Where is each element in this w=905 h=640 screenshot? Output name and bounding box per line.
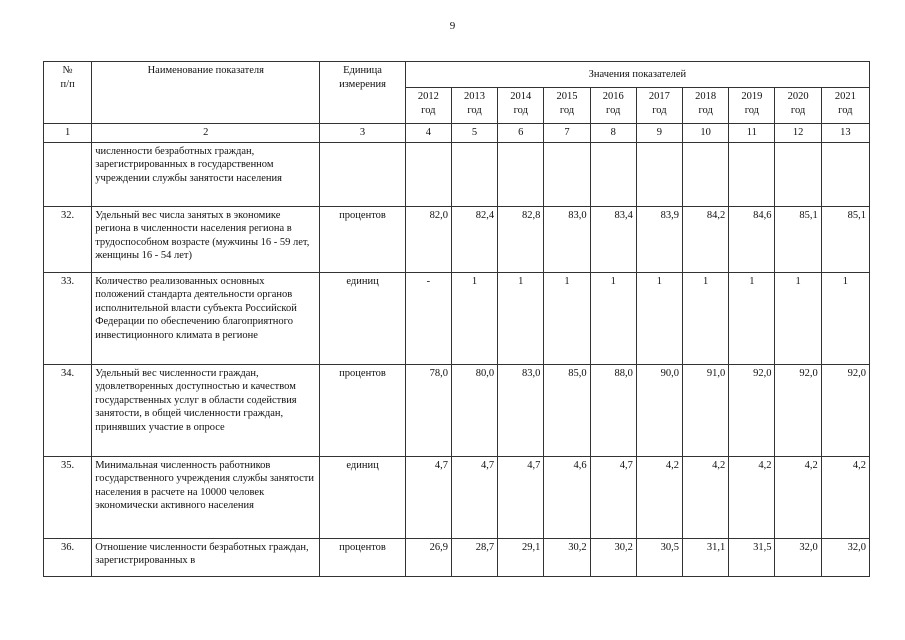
indicator-value: 30,2 xyxy=(590,538,636,576)
table-row xyxy=(44,272,870,364)
indicator-value: 83,4 xyxy=(590,206,636,272)
header-number: № п/п xyxy=(44,62,92,124)
column-number: 12 xyxy=(775,124,821,143)
indicator-name: Удельный вес численности граждан, удовлетворенных доступностью и качеством государственных услуг в области содействия занятости, в общей численности граждан, принявших участие в опросе xyxy=(92,364,320,456)
indicator-value: 4,2 xyxy=(683,456,729,538)
indicator-value: 4,7 xyxy=(590,456,636,538)
indicator-value: 82,0 xyxy=(405,206,451,272)
indicator-value: 92,0 xyxy=(729,364,775,456)
year-unit-label: год xyxy=(838,104,853,116)
row-number: 35. xyxy=(44,456,92,538)
indicator-value: 28,7 xyxy=(451,538,497,576)
header-unit: Единица измерения xyxy=(320,62,405,124)
column-number: 5 xyxy=(451,124,497,143)
column-number: 10 xyxy=(683,124,729,143)
year-label: 2021 xyxy=(834,91,856,102)
indicator-value xyxy=(729,142,775,206)
indicator-value: 90,0 xyxy=(636,364,682,456)
indicator-value: 1 xyxy=(451,272,497,364)
indicator-value xyxy=(636,142,682,206)
indicators-table xyxy=(43,61,870,577)
indicator-value: 88,0 xyxy=(590,364,636,456)
indicator-value: 4,2 xyxy=(729,456,775,538)
row-number xyxy=(44,142,92,206)
indicator-value: 78,0 xyxy=(405,364,451,456)
year-unit-label: год xyxy=(559,104,575,116)
header-year xyxy=(683,88,729,124)
year-label: 2012 xyxy=(417,91,439,102)
indicator-value: 1 xyxy=(775,272,821,364)
column-number: 11 xyxy=(729,124,775,143)
header-values: Значения показателей xyxy=(405,62,869,88)
column-number: 6 xyxy=(498,124,544,143)
year-label: 2015 xyxy=(556,91,578,102)
indicator-value: 85,1 xyxy=(775,206,821,272)
indicator-value: 1 xyxy=(544,272,590,364)
column-number: 13 xyxy=(821,124,869,143)
indicator-name: Минимальная численность работников государственного учреждения службы занятости населения в расчете на 10000 человек экономически активного населения xyxy=(92,456,320,538)
indicator-value: 4,2 xyxy=(775,456,821,538)
indicator-value: 31,1 xyxy=(683,538,729,576)
year-unit-label: год xyxy=(652,104,667,116)
indicator-value: 26,9 xyxy=(405,538,451,576)
table-row xyxy=(44,364,870,456)
indicator-unit: единиц xyxy=(320,272,405,364)
indicator-value xyxy=(683,142,729,206)
year-label: 2019 xyxy=(741,91,763,102)
indicator-value xyxy=(590,142,636,206)
table-row xyxy=(44,456,870,538)
table-row xyxy=(44,206,870,272)
year-unit-label: год xyxy=(606,104,621,116)
year-label: 2014 xyxy=(510,91,532,102)
table-row xyxy=(44,538,870,576)
indicator-value xyxy=(544,142,590,206)
year-unit-label: год xyxy=(698,104,713,116)
header-indicator-name: Наименование показателя xyxy=(92,62,320,124)
indicator-value: 4,2 xyxy=(636,456,682,538)
indicator-value: 4,6 xyxy=(544,456,590,538)
indicator-name: численности безработных граждан, зарегистрированных в государственном учреждении службы занятости населения xyxy=(92,142,320,206)
year-label: 2018 xyxy=(695,91,717,102)
indicator-value: 4,7 xyxy=(451,456,497,538)
year-label: 2017 xyxy=(648,91,670,102)
header-year xyxy=(451,88,497,124)
header-year xyxy=(590,88,636,124)
indicator-name: Количество реализованных основных положений стандарта деятельности органов исполнительной власти субъекта Российской Федерации по обеспечению благоприятного инвестиционного климата в регионе xyxy=(92,272,320,364)
indicator-unit: единиц xyxy=(320,456,405,538)
row-number: 32. xyxy=(44,206,92,272)
header-year xyxy=(544,88,590,124)
table-row xyxy=(44,142,870,206)
indicator-value: 84,6 xyxy=(729,206,775,272)
indicator-value: 1 xyxy=(729,272,775,364)
header-year xyxy=(729,88,775,124)
indicator-value: 91,0 xyxy=(683,364,729,456)
header-year xyxy=(405,88,451,124)
indicator-value xyxy=(775,142,821,206)
indicator-unit: процентов xyxy=(320,364,405,456)
indicator-value: 84,2 xyxy=(683,206,729,272)
page-number: 9 xyxy=(449,20,456,32)
indicator-value: 92,0 xyxy=(775,364,821,456)
indicator-value: 30,2 xyxy=(544,538,590,576)
indicator-value: 1 xyxy=(683,272,729,364)
indicator-value: 82,4 xyxy=(451,206,497,272)
header-year xyxy=(821,88,869,124)
year-unit-label: год xyxy=(744,104,760,116)
indicator-value: 31,5 xyxy=(729,538,775,576)
column-number: 7 xyxy=(544,124,590,143)
indicator-unit: процентов xyxy=(320,538,405,576)
column-number: 2 xyxy=(92,124,320,143)
indicator-value: 85,1 xyxy=(821,206,869,272)
indicator-value: 32,0 xyxy=(775,538,821,576)
year-unit-label: год xyxy=(467,104,482,116)
indicator-value: 4,7 xyxy=(498,456,544,538)
indicator-value xyxy=(498,142,544,206)
indicator-value: 82,8 xyxy=(498,206,544,272)
indicator-name: Отношение численности безработных граждан, зарегистрированных в xyxy=(92,538,320,576)
year-label: 2016 xyxy=(602,91,624,102)
row-number: 33. xyxy=(44,272,92,364)
year-label: 2020 xyxy=(787,91,809,102)
indicator-value: 83,0 xyxy=(544,206,590,272)
row-number: 34. xyxy=(44,364,92,456)
indicator-value: 1 xyxy=(821,272,869,364)
indicator-value: 32,0 xyxy=(821,538,869,576)
header-year xyxy=(775,88,821,124)
indicator-value: 85,0 xyxy=(544,364,590,456)
column-number: 8 xyxy=(590,124,636,143)
column-number: 3 xyxy=(320,124,405,143)
indicator-value: 4,7 xyxy=(405,456,451,538)
year-unit-label: год xyxy=(790,104,806,116)
indicator-name: Удельный вес числа занятых в экономике региона в численности населения региона в трудоспособном возрасте (мужчины 16 - 59 лет, женщины 16 - 54 лет) xyxy=(92,206,320,272)
indicator-value xyxy=(451,142,497,206)
column-number: 9 xyxy=(636,124,682,143)
column-number: 4 xyxy=(405,124,451,143)
indicator-value: 29,1 xyxy=(498,538,544,576)
indicator-value: 83,9 xyxy=(636,206,682,272)
indicator-value: 1 xyxy=(590,272,636,364)
indicator-value xyxy=(405,142,451,206)
header-year xyxy=(498,88,544,124)
year-label: 2013 xyxy=(464,91,486,102)
row-number: 36. xyxy=(44,538,92,576)
year-unit-label: год xyxy=(513,104,528,116)
indicator-unit: процентов xyxy=(320,206,405,272)
indicator-value: 83,0 xyxy=(498,364,544,456)
indicator-value: 80,0 xyxy=(451,364,497,456)
indicator-value: - xyxy=(405,272,451,364)
indicator-value: 92,0 xyxy=(821,364,869,456)
indicator-value: 1 xyxy=(636,272,682,364)
column-number: 1 xyxy=(44,124,92,143)
indicator-value xyxy=(821,142,869,206)
indicator-value: 1 xyxy=(498,272,544,364)
indicator-unit xyxy=(320,142,405,206)
indicator-value: 30,5 xyxy=(636,538,682,576)
indicator-value: 4,2 xyxy=(821,456,869,538)
year-unit-label: год xyxy=(421,104,436,116)
header-year xyxy=(636,88,682,124)
